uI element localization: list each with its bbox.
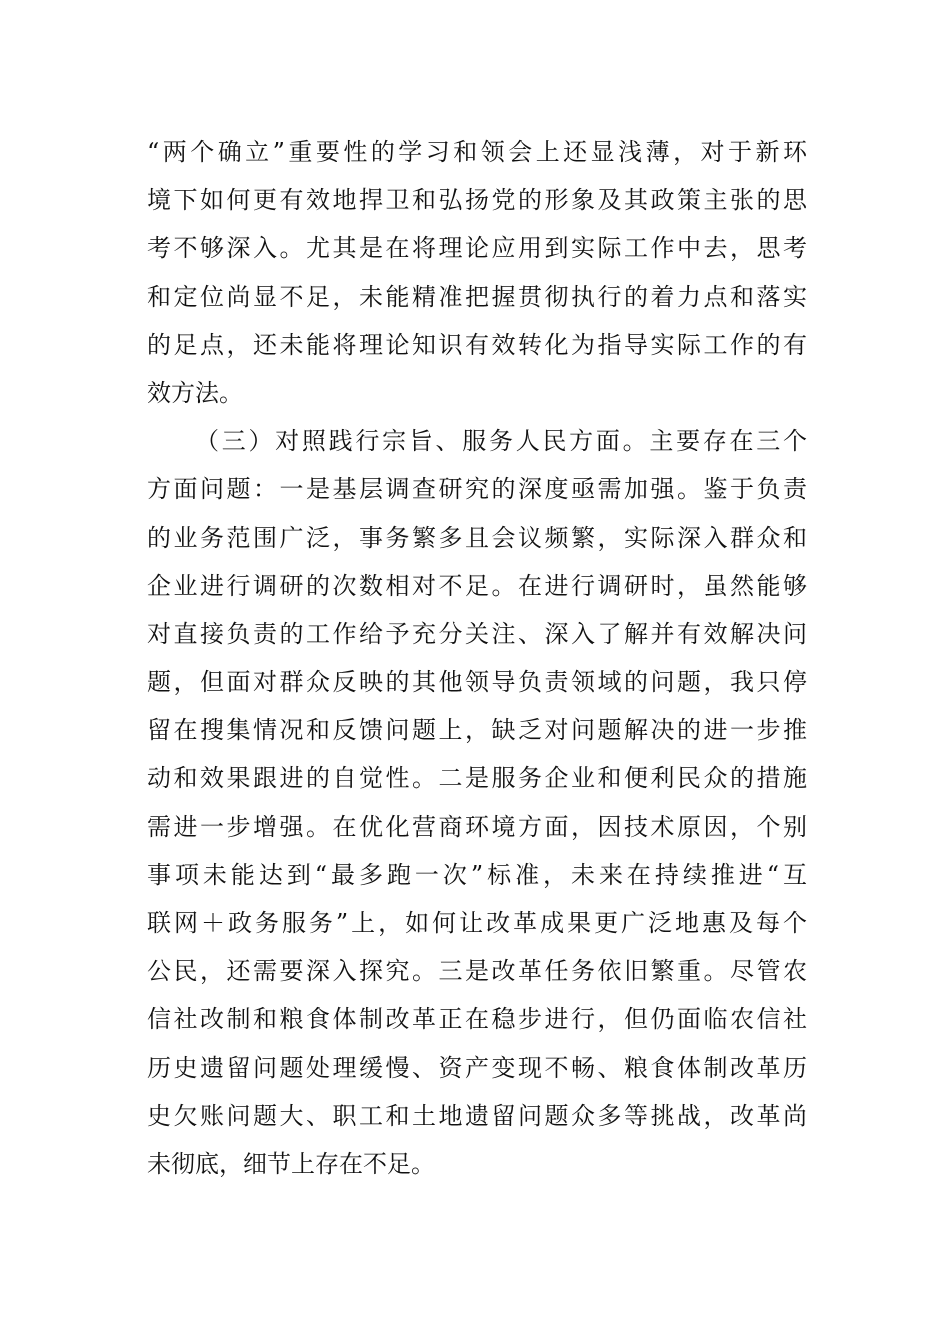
text-line: 信社改制和粮食体制改革正在稳步进行，但仍面临农信社 bbox=[147, 1005, 807, 1034]
text-line: 考不够深入。尤其是在将理论应用到实际工作中去，思考 bbox=[147, 234, 807, 263]
text-line: 未彻底，细节上存在不足。 bbox=[147, 1149, 435, 1178]
text-line: 题，但面对群众反映的其他领导负责领域的问题，我只停 bbox=[147, 668, 807, 697]
text-line: 公民，还需要深入探究。三是改革任务依旧繁重。尽管农 bbox=[147, 957, 807, 986]
text-line: 方面问题：一是基层调查研究的深度亟需加强。鉴于负责 bbox=[147, 475, 807, 504]
text-line: 对直接负责的工作给予充分关注、深入了解并有效解决问 bbox=[147, 619, 807, 648]
text-line: 境下如何更有效地捍卫和弘扬党的形象及其政策主张的思 bbox=[147, 186, 807, 215]
text-line: 效方法。 bbox=[147, 378, 243, 407]
text-line: “两个确立”重要性的学习和领会上还显浅薄，对于新环 bbox=[147, 138, 807, 166]
text-line: 留在搜集情况和反馈问题上，缺乏对问题解决的进一步推 bbox=[147, 716, 807, 745]
text-line: 的业务范围广泛，事务繁多且会议频繁，实际深入群众和 bbox=[147, 523, 807, 552]
text-line: 企业进行调研的次数相对不足。在进行调研时，虽然能够 bbox=[147, 571, 807, 600]
paragraph-2 bbox=[147, 417, 807, 1188]
text-line: 史欠账问题大、职工和土地遗留问题众多等挑战，改革尚 bbox=[147, 1101, 807, 1130]
text-line: 的足点，还未能将理论知识有效转化为指导实际工作的有 bbox=[147, 330, 807, 359]
text-line: 事项未能达到“最多跑一次”标准，未来在持续推进“互 bbox=[147, 860, 807, 889]
text-line: 和定位尚显不足，未能精准把握贯彻执行的着力点和落实 bbox=[147, 282, 807, 311]
text-line: 需进一步增强。在优化营商环境方面，因技术原因，个别 bbox=[147, 812, 807, 841]
paragraph-1 bbox=[147, 128, 807, 417]
section-heading-line: （三）对照践行宗旨、服务人民方面。主要存在三个 bbox=[195, 427, 807, 456]
text-line: 历史遗留问题处理缓慢、资产变现不畅、粮食体制改革历 bbox=[147, 1053, 807, 1082]
document-body bbox=[147, 128, 807, 1188]
text-line: 动和效果跟进的自觉性。二是服务企业和便利民众的措施 bbox=[147, 764, 807, 793]
text-line: 联网＋政务服务”上，如何让改革成果更广泛地惠及每个 bbox=[147, 909, 807, 937]
